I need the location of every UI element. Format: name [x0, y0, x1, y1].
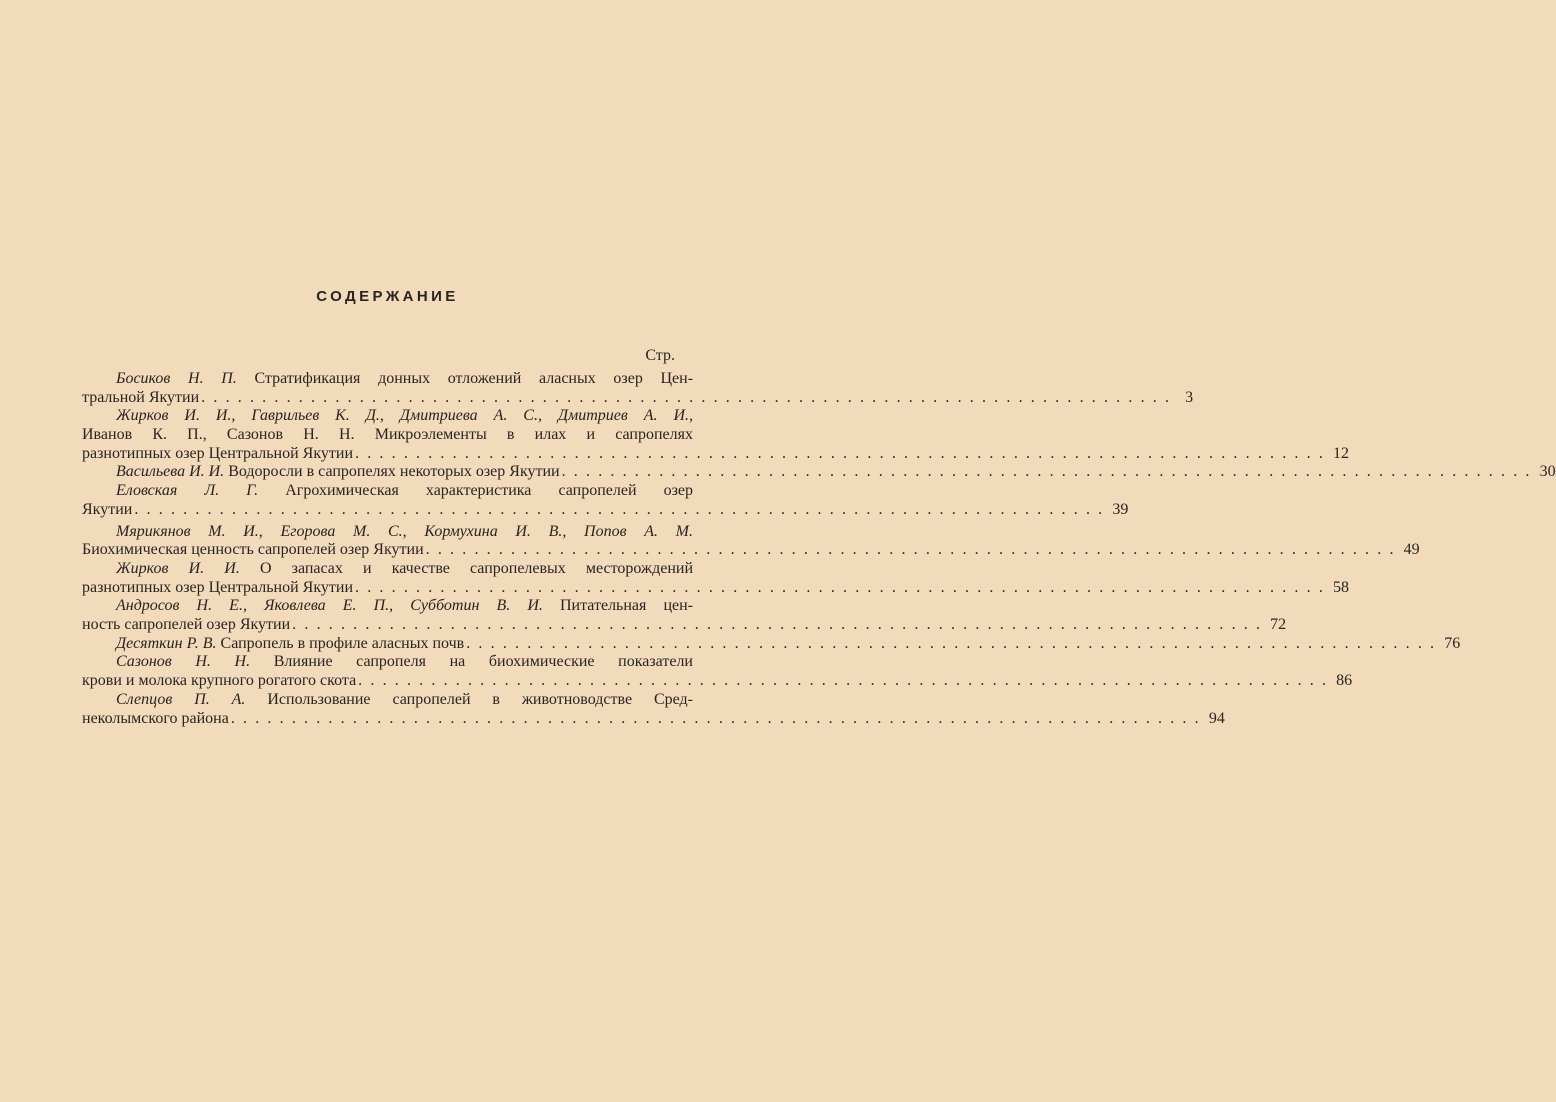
- toc-line: [82, 560, 693, 579]
- toc-title-text: Влияние сапропеля на биохимические показатели: [273, 653, 693, 671]
- toc-line: [82, 597, 693, 616]
- toc-line: [82, 691, 693, 710]
- leader-dots: ................................................................................: [358, 672, 1335, 690]
- toc-title-text: Сапропель в профиле аласных почв: [220, 634, 465, 652]
- toc-page-number: 86: [1336, 672, 1353, 690]
- leader-dots: ................................................................................: [355, 444, 1332, 462]
- toc-line: [82, 634, 1461, 654]
- toc-title-text: крови и молока крупного рогатого скота: [82, 672, 357, 690]
- toc-title-text: Якутии: [82, 500, 133, 518]
- toc-line-text: [82, 579, 353, 598]
- table-of-contents: [82, 370, 1556, 728]
- toc-line-text: [116, 635, 464, 654]
- toc-title-text: разнотипных озер Центральной Якутии: [82, 444, 354, 462]
- toc-line-text: [116, 691, 693, 708]
- toc-line-text: [116, 597, 693, 614]
- toc-page-number: 76: [1444, 634, 1461, 652]
- toc-entry[interactable]: [82, 522, 1420, 560]
- toc-line: [82, 578, 1350, 598]
- toc-title-text: неколымского района: [82, 709, 229, 727]
- toc-entry[interactable]: [82, 463, 1556, 482]
- toc-author: Сазонов Н. Н.: [116, 653, 251, 671]
- toc-line: [82, 388, 1194, 408]
- toc-title-text: Биохимическая ценность сапропелей озер Якутии: [82, 541, 424, 559]
- toc-author: Еловская Л. Г.: [116, 482, 259, 500]
- toc-author: Босиков Н. П.: [116, 370, 237, 387]
- toc-title-text: Водоросли в сапропелях некоторых озер Якутии: [228, 463, 560, 481]
- toc-page-number: 58: [1333, 578, 1350, 596]
- toc-line: [82, 523, 693, 542]
- toc-line: [82, 500, 1129, 520]
- toc-title-text: Питательная цен-: [559, 597, 694, 615]
- leader-dots: ................................................................................: [230, 709, 1207, 727]
- toc-line-text: [82, 389, 199, 408]
- toc-line-text: [116, 653, 693, 670]
- toc-page-number: 49: [1403, 541, 1420, 559]
- toc-line: [82, 541, 1420, 560]
- toc-line: [82, 709, 1225, 729]
- toc-line: [82, 653, 693, 672]
- toc-page-number: 30: [1539, 463, 1556, 481]
- toc-entry[interactable]: [82, 634, 1461, 654]
- toc-author: Слепцов П. А.: [116, 690, 246, 708]
- toc-line: [82, 444, 1350, 464]
- toc-author: Мярикянов М. И., Егорова М. С., Кормухина И. В., Попов А. М.: [116, 522, 693, 540]
- toc-page-number: 3: [1185, 388, 1194, 406]
- toc-entry[interactable]: [82, 370, 1194, 407]
- toc-line-text: [116, 560, 693, 577]
- toc-entry[interactable]: [82, 597, 1287, 634]
- toc-line-text: [82, 616, 290, 635]
- toc-entry[interactable]: [82, 690, 1225, 728]
- toc-line: [82, 463, 1556, 482]
- toc-line-text: [82, 426, 693, 443]
- leader-dots: ................................................................................: [561, 463, 1538, 481]
- toc-entry[interactable]: [82, 482, 1129, 519]
- toc-author: Жирков И. И.: [116, 559, 240, 577]
- toc-author: Андросов Н. Е., Яковлева Е. П., Субботин В. И.: [116, 597, 543, 615]
- toc-line-text: [116, 370, 693, 387]
- toc-title-text: Агрохимическая характеристика сапропелей озер: [285, 482, 694, 500]
- toc-title-text: ность сапропелей озер Якутии: [82, 616, 291, 634]
- leader-dots: ................................................................................: [425, 541, 1402, 559]
- toc-author: Жирков И. И., Гаврильев К. Д., Дмитриева А. С., Дмитриев А. И.,: [116, 407, 693, 425]
- toc-line-text: [82, 445, 353, 464]
- toc-line-text: [116, 463, 560, 482]
- toc-line: [82, 482, 693, 501]
- toc-line: [82, 672, 1353, 691]
- toc-entry[interactable]: [82, 407, 1350, 463]
- toc-line-text: [82, 672, 356, 691]
- toc-line: [82, 407, 693, 426]
- toc-title-text: разнотипных озер Центральной Якутии: [82, 578, 354, 596]
- leader-dots: ................................................................................: [134, 500, 1111, 518]
- toc-page-number: 39: [1112, 500, 1129, 518]
- toc-page-number: 72: [1270, 616, 1287, 634]
- toc-author: Десяткин Р. В.: [116, 634, 217, 652]
- toc-author: Васильева И. И.: [116, 463, 225, 481]
- toc-line: [82, 426, 693, 445]
- leader-dots: ................................................................................: [201, 388, 1178, 406]
- page-column-label: Стр.: [645, 347, 675, 364]
- toc-line-text: [116, 523, 693, 540]
- toc-line: [82, 616, 1287, 635]
- leader-dots: ................................................................................: [292, 616, 1269, 634]
- toc-line-text: [116, 482, 693, 499]
- toc-line-text: [82, 501, 132, 520]
- toc-title-text: Иванов К. П., Сазонов Н. Н. Микроэлементы в илах и сапропелях: [82, 426, 693, 444]
- toc-title-text: О запасах и качестве сапропелевых месторождений: [259, 559, 694, 577]
- page-title: СОДЕРЖАНИЕ: [316, 288, 459, 305]
- toc-line-text: [82, 710, 229, 729]
- toc-entry[interactable]: [82, 559, 1350, 597]
- toc-page-number: 94: [1208, 709, 1225, 727]
- toc-page-number: 12: [1333, 444, 1350, 462]
- leader-dots: ................................................................................: [466, 634, 1443, 652]
- toc-line-text: [82, 541, 424, 560]
- toc-entry[interactable]: [82, 653, 1353, 690]
- toc-line: [82, 370, 693, 389]
- toc-title-text: Стратификация донных отложений аласных озер Цен-: [254, 370, 694, 387]
- leader-dots: ................................................................................: [355, 578, 1332, 596]
- toc-title-text: Использование сапропелей в животноводстве Сред-: [267, 690, 693, 708]
- toc-line-text: [116, 407, 693, 424]
- toc-title-text: тральной Якутии: [82, 388, 200, 406]
